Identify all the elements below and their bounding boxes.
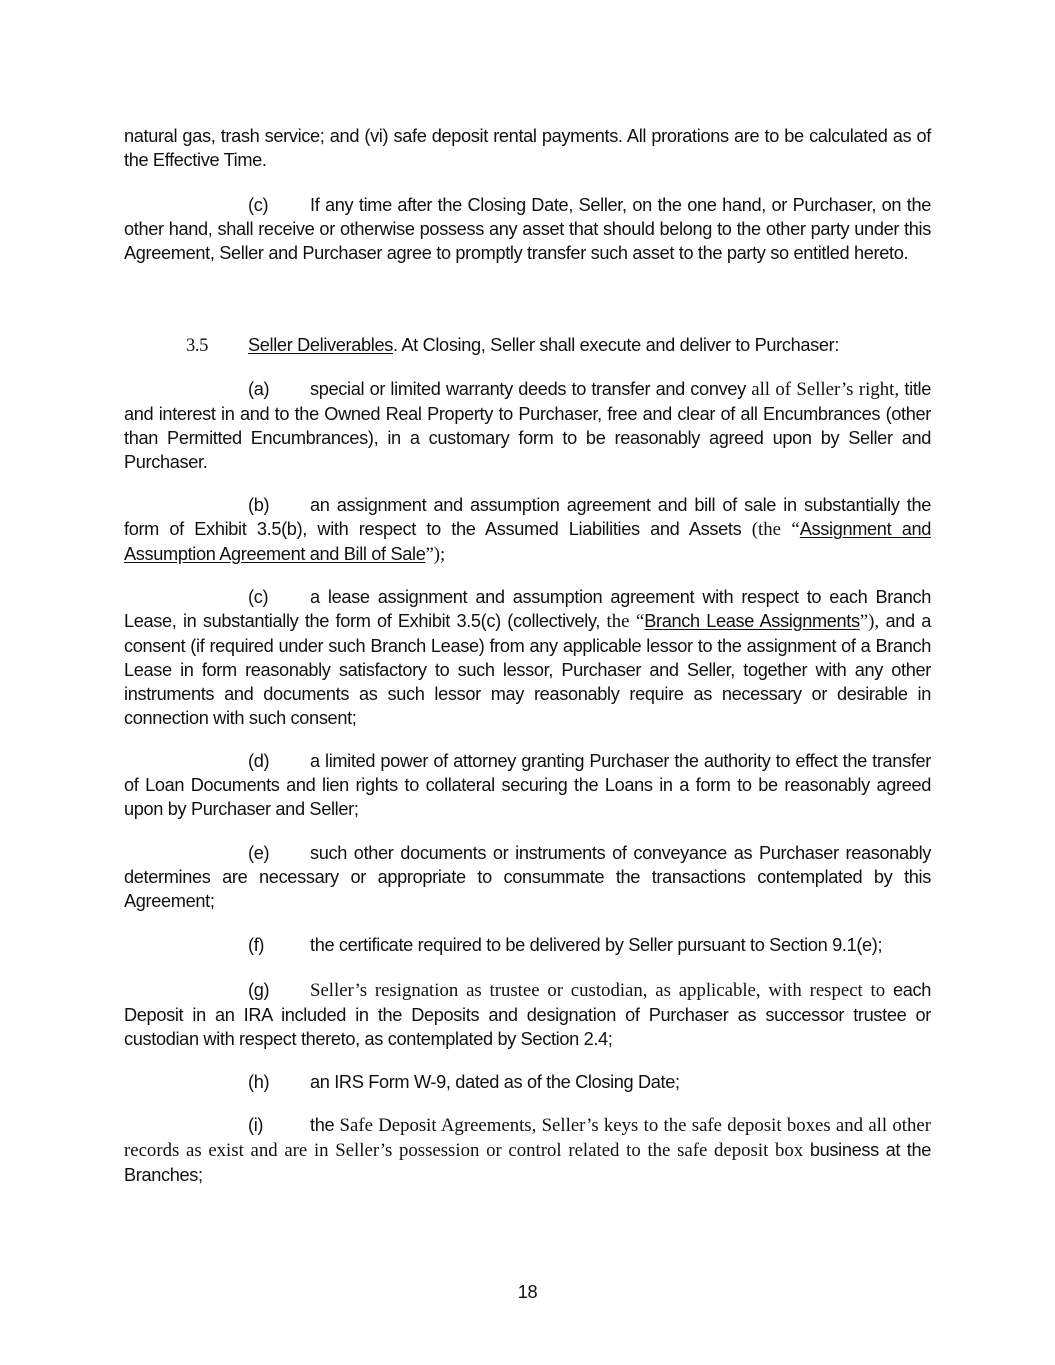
- item-g: [124, 978, 931, 1051]
- item-f: [124, 933, 931, 957]
- item-text-continued: each Deposit in an IRA included in the Deposits and designation of Purchaser as successor trustee or custodian with respect thereto, as contemplated by Section 2.4;: [124, 980, 931, 1049]
- item-text-serif: Seller’s resignation as trustee or custodian, as applicable, with respect to: [310, 980, 886, 1001]
- item-e: [124, 841, 931, 913]
- item-label: (g): [248, 980, 270, 1000]
- item-label: (i): [248, 1115, 264, 1135]
- quote-open: the “: [606, 611, 645, 632]
- section-number: 3.5: [186, 336, 209, 356]
- item-text-serif: Safe Deposit Agreements, Seller’s keys to the safe deposit boxes and all other records as exist and are in Seller’s possession or control related to the safe deposit box: [124, 1115, 931, 1161]
- quote-close: ”);: [425, 544, 446, 565]
- item-text: a lease assignment and assumption agreement with respect to each Branch Lease, in substantially the form of Exhibit 3.5(c) (collectively,: [124, 587, 931, 631]
- item-text: a limited power of attorney granting Purchaser the authority to effect the transfer of Loan Documents and lien rights to collateral securing the Loans in a form to be reasonably agreed upon by Purchaser and Seller;: [124, 751, 931, 819]
- item-b: [124, 493, 931, 567]
- item-label: (c): [248, 195, 269, 215]
- item-label: (a): [248, 379, 270, 399]
- item-a: [124, 377, 931, 474]
- item-text: special or limited warranty deeds to transfer and convey: [310, 379, 752, 399]
- section-heading-suffix: . At Closing, Seller shall execute and deliver to Purchaser:: [392, 335, 840, 355]
- item-text: an IRS Form W-9, dated as of the Closing Date;: [310, 1072, 680, 1092]
- quote-open: (the “: [751, 519, 800, 540]
- page-number: 18: [517, 1282, 538, 1302]
- item-text-continued: and a consent (if required under such Branch Lease) from any applicable lessor to the assignment of a Branch Lease in form reasonably satisfactory to such lessor, Purchaser and Seller, together with any other instruments and documents as such lessor may reasonably require as necessary or desirable in connection with such consent;: [124, 611, 932, 728]
- item-label: (h): [248, 1072, 270, 1092]
- quote-close: ”),: [859, 611, 880, 632]
- item-d: [124, 749, 931, 821]
- item-label: (f): [248, 935, 265, 955]
- item-text: an assignment and assumption agreement and bill of sale in substantially the form of Exhibit 3.5(b), with respect to the Assumed Liabilities and Assets: [124, 495, 931, 539]
- item-text-continued: business at the Branches;: [124, 1140, 931, 1185]
- item-i: [124, 1113, 931, 1187]
- item-h: [124, 1070, 931, 1094]
- item-label: (b): [248, 495, 270, 515]
- item-text: the certificate required to be delivered by Seller pursuant to Section 9.1(e);: [310, 935, 883, 955]
- paragraph-text: natural gas, trash service; and (vi) safe deposit rental payments. All prorations are to be calculated as of the Effective Time.: [124, 126, 931, 170]
- item-text-continued: title and interest in and to the Owned Real Property to Purchaser, free and clear of all Encumbrances (other than Permitted Encumbrances), in a customary form to be reasonably agreed upon by Seller and Purchaser.: [124, 379, 931, 472]
- paragraph-prorations: [124, 124, 931, 172]
- paragraph-text: If any time after the Closing Date, Seller, on the one hand, or Purchaser, on the other hand, shall receive or otherwise possess any asset that should belong to the other party under this Agreement, Seller and Purchaser agree to promptly transfer such asset to the party so entitled hereto.: [124, 195, 931, 263]
- item-c: [124, 585, 931, 730]
- defined-term: Branch Lease Assignments: [644, 611, 860, 631]
- item-label: (e): [248, 843, 270, 863]
- defined-term: Assignment and Assumption Agreement and Bill of Sale: [124, 519, 931, 564]
- section-3-5-heading: [124, 333, 931, 358]
- paragraph-c-asset-transfer: [124, 193, 931, 265]
- item-label: (c): [248, 587, 269, 607]
- item-text: such other documents or instruments of conveyance as Purchaser reasonably determines are necessary or appropriate to consummate the transactions contemplated by this Agreement;: [124, 843, 931, 911]
- item-text-serif: all of Seller’s right,: [751, 379, 900, 400]
- item-label: (d): [248, 751, 270, 771]
- item-text: the: [310, 1115, 340, 1135]
- section-heading: Seller Deliverables: [248, 335, 393, 355]
